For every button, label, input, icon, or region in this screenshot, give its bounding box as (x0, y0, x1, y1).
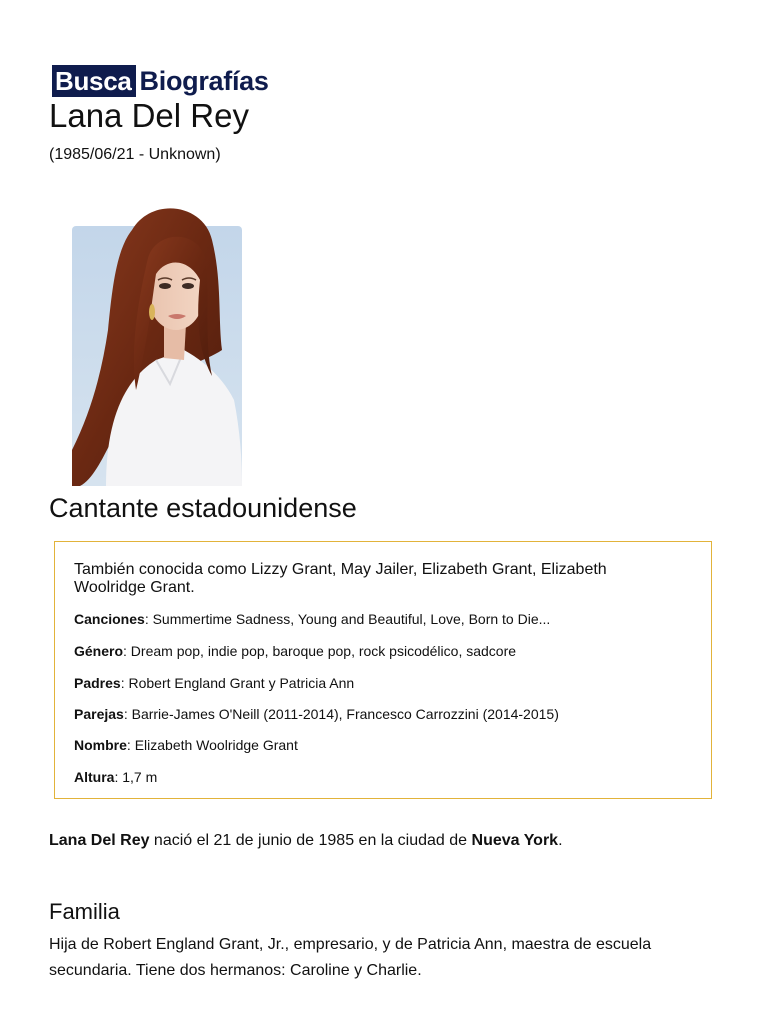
info-label: Padres (74, 675, 121, 691)
info-label: Altura (74, 769, 115, 785)
info-label: Canciones (74, 611, 145, 627)
info-separator: : (123, 706, 132, 722)
intro-middle: nació el 21 de junio de 1985 en la ciudad de (149, 832, 472, 849)
info-label: Nombre (74, 737, 127, 753)
info-separator: : (126, 737, 135, 753)
also-known-as: También conocida como Lizzy Grant, May Jailer, Elizabeth Grant, Elizabeth Woolridge Grant. (74, 561, 607, 596)
page-title: Lana Del Rey (49, 97, 249, 134)
info-box (54, 541, 712, 799)
life-dates: (1985/06/21 - Unknown) (49, 146, 221, 163)
info-row-canciones (74, 610, 550, 628)
info-separator: : (120, 675, 129, 691)
info-value: Dream pop, indie pop, baroque pop, rock psicodélico, sadcore (130, 643, 517, 659)
info-label: Parejas (74, 706, 124, 722)
info-row-parejas (74, 705, 559, 723)
info-row-padres (74, 674, 354, 692)
portrait-image (72, 200, 242, 486)
occupation-heading: Cantante estadounidense (49, 493, 357, 523)
info-value: Summertime Sadness, Young and Beautiful, Love, Born to Die... (152, 611, 551, 627)
info-label: Género (74, 643, 124, 659)
info-value: 1,7 m (122, 769, 158, 785)
info-value: Robert England Grant y Patricia Ann (128, 675, 355, 691)
logo-busca-text: Busca (52, 65, 136, 97)
info-value: Elizabeth Woolridge Grant (134, 737, 298, 753)
info-value: Barrie-James O'Neill (2011-2014), Francesco Carrozzini (2014-2015) (131, 706, 559, 722)
site-logo[interactable] (52, 64, 269, 98)
info-row-altura (74, 768, 157, 786)
info-row-nombre (74, 736, 298, 754)
intro-end: . (558, 832, 563, 849)
info-separator: : (144, 611, 153, 627)
info-separator: : (123, 643, 131, 659)
familia-paragraph: Hija de Robert England Grant, Jr., empresario, y de Patricia Ann, maestra de escuela secundaria. Tiene dos hermanos: Caroline y Charlie. (49, 936, 652, 979)
info-row-genero (74, 642, 516, 660)
intro-city: Nueva York (471, 832, 559, 849)
intro-paragraph (49, 828, 729, 854)
section-heading-familia: Familia (49, 899, 120, 924)
intro-name: Lana Del Rey (49, 832, 150, 849)
logo-biografias-text: Biografías (139, 66, 269, 96)
info-separator: : (114, 769, 123, 785)
